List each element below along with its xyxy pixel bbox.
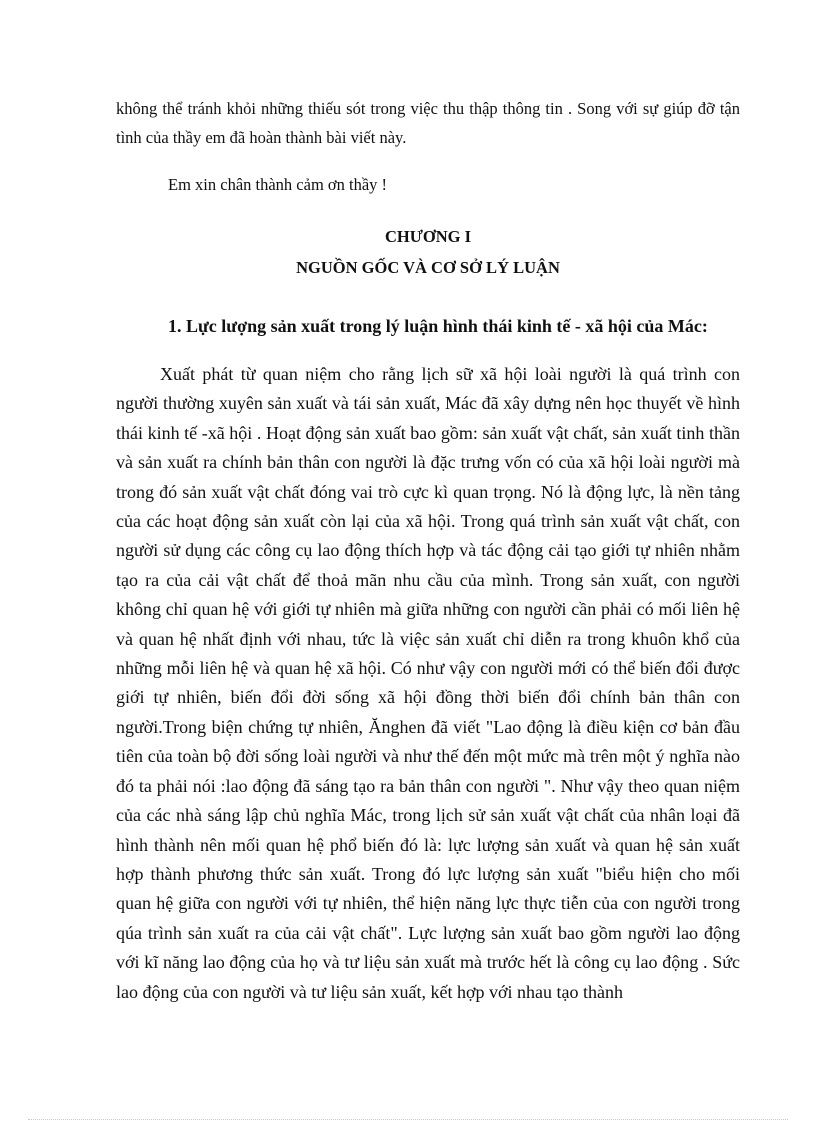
body-paragraph: Xuất phát từ quan niệm cho rằng lịch sữ xã hội loài người là quá trình con người thường xuyên sản xuất và tái sản xuất, Mác đã xây dựng nên học thuyết về hình thái kinh tế -xã hội . Hoạt động sản xuất bao gồm: sản xuất vật chất, sản xuất tinh thần và sản xuất ra chính bản thân con người là đặc trưng vốn có của xã hội loài người mà trong đó sản xuất vật chất đóng vai trò cực kì quan trọng. Nó là động lực, là nền tảng của các hoạt động sản xuất còn lại của xã hội. Trong quá trình sản xuất vật chất, con người sử dụng các công cụ lao động thích hợp và tác động cải tạo giới tự nhiên nhằm tạo ra của cải vật chất để thoả mãn nhu cầu của mình. Trong sản xuất, con người không chỉ quan hệ với giới tự nhiên mà giữa những con người cần phải có mối liên hệ và quan hệ nhất định với nhau, tức là việc sản xuất chỉ diễn ra trong khuôn khổ của những mỗi liên hệ và quan hệ xã hội. Có như vậy con người mới có thể biến đổi được giới tự nhiên, biến đổi đời sống xã hội đồng thời biến đổi chính bản thân con người.Trong biện chứng tự nhiên, Ănghen đã viết "Lao động là điều kiện cơ bản đầu tiên của toàn bộ đời sống loài người và như thế đến một mức mà trên một ý nghĩa nào đó ta phải nói :lao động đã sáng tạo ra bản thân con người ". Như vậy theo quan niệm của các nhà sáng lập chủ nghĩa Mác, trong lịch sử sản xuất vật chất của nhân loại đã hình thành nên mối quan hệ phổ biến đó là: lực lượng sản xuất và quan hệ sản xuất hợp thành phương thức sản xuất. Trong đó lực lượng sản xuất "biểu hiện cho mối quan hệ giữa con người với tự nhiên, thể hiện năng lực thực tiễn của con người trong qúa trình sản xuất ra của cải vật chất". Lực lượng sản xuất bao gồm người lao động với kĩ năng lao động của họ và tư liệu sản xuất mà trước hết là công cụ lao động . Sức lao động của con người và tư liệu sản xuất, kết hợp với nhau tạo thành	[116, 364, 740, 1002]
footer-divider	[28, 1119, 788, 1120]
page-content	[116, 94, 740, 1007]
chapter-subtitle: NGUỒN GỐC VÀ CƠ SỞ LÝ LUẬN	[296, 258, 560, 277]
chapter-title: CHƯƠNG I	[384, 227, 471, 246]
section-heading: 1. Lực lượng sản xuất trong lý luận hình thái kinh tế - xã hội của Mác:	[168, 316, 708, 336]
thanks-line: Em xin chân thành cảm ơn thầy !	[168, 175, 388, 194]
intro-paragraph: không thể tránh khỏi những thiếu sót trong việc thu thập thông tin . Song với sự giúp đỡ tận tình của thầy em đã hoàn thành bài viết này.	[116, 99, 740, 147]
